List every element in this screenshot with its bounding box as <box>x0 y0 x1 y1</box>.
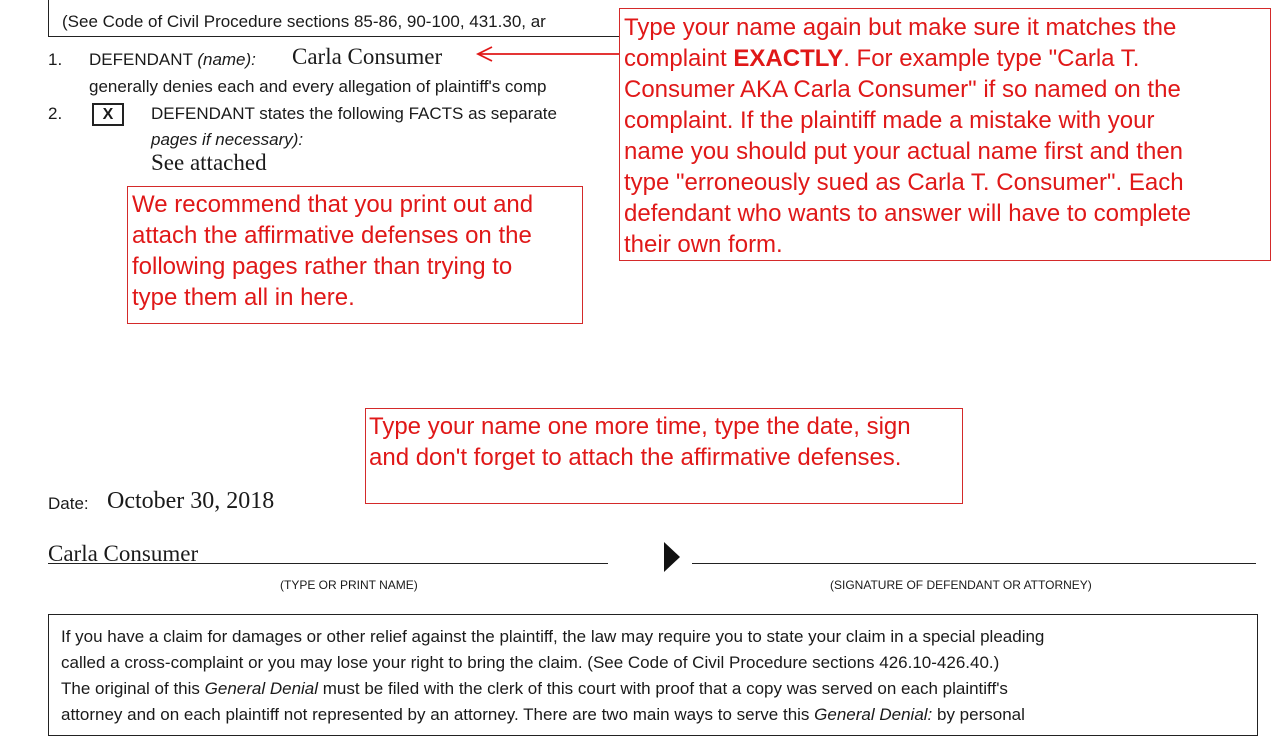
annotation-attach-defenses <box>127 186 583 324</box>
notice-line: called a cross-complaint or you may lose your right to bring the claim. (See Code of Civil Procedure sections 426.10-426.40.) <box>61 653 1000 672</box>
item-1-label <box>89 50 256 70</box>
facts-checkbox[interactable]: X <box>92 103 124 126</box>
arrow-annotation <box>470 44 630 64</box>
annotation-name-match <box>619 8 1271 261</box>
name-label: (name): <box>197 50 256 69</box>
notice-text <box>61 624 1044 728</box>
print-name-field[interactable]: Carla Consumer <box>48 541 199 566</box>
notice-line: If you have a claim for damages or other relief against the plaintiff, the law may require you to state your claim in a special pleading <box>61 627 1045 646</box>
item-1-continuation: generally denies each and every allegation of plaintiff's comp <box>89 77 547 96</box>
item-2-label: DEFENDANT states the following FACTS as separate <box>151 104 557 123</box>
annotation-sign-date <box>365 408 963 504</box>
play-arrow-icon <box>662 540 682 574</box>
print-name-line <box>48 563 608 564</box>
date-label: Date: <box>48 494 89 513</box>
item-2-number: 2. <box>48 104 63 123</box>
date-field[interactable]: October 30, 2018 <box>107 488 275 514</box>
annotation-sign-date-text: Type your name one more time, type the date, sign and don't forget to attach the affirmative defenses. <box>369 413 911 471</box>
notice-line: attorney and on each plaintiff not represented by an attorney. There are two main ways to serve this General Denial: by personal <box>61 705 1025 724</box>
facts-field[interactable]: See attached <box>151 150 267 175</box>
defendant-label: DEFENDANT <box>89 50 193 69</box>
defendant-name-field[interactable]: Carla Consumer <box>292 44 443 69</box>
code-reference-note: (See Code of Civil Procedure sections 85-86, 90-100, 431.30, ar <box>62 12 546 31</box>
annotation-name-match-text: Type your name again but make sure it matches the complaint EXACTLY. For example type "Carla T. Consumer AKA Carla Consumer" if so named on the complaint. If the plaintiff made a mistake with your name you should put your actual name first and then type "erroneously sued as Carla T. Consumer". Each defendant who wants to answer will have to complete their own form. <box>624 14 1191 258</box>
signature-caption: (SIGNATURE OF DEFENDANT OR ATTORNEY) <box>830 578 1092 592</box>
item-1-number: 1. <box>48 50 63 69</box>
annotation-attach-defenses-text: We recommend that you print out and attach the affirmative defenses on the following pages rather than trying to type them all in here. <box>132 191 534 311</box>
item-2-italic-note: pages if necessary): <box>151 130 304 149</box>
print-name-caption: (TYPE OR PRINT NAME) <box>280 578 418 592</box>
notice-line: The original of this General Denial must be filed with the clerk of this court with proof that a copy was served on each plaintiff's <box>61 679 1008 698</box>
exactly-emphasis: EXACTLY <box>733 45 844 72</box>
signature-line[interactable] <box>692 563 1256 564</box>
